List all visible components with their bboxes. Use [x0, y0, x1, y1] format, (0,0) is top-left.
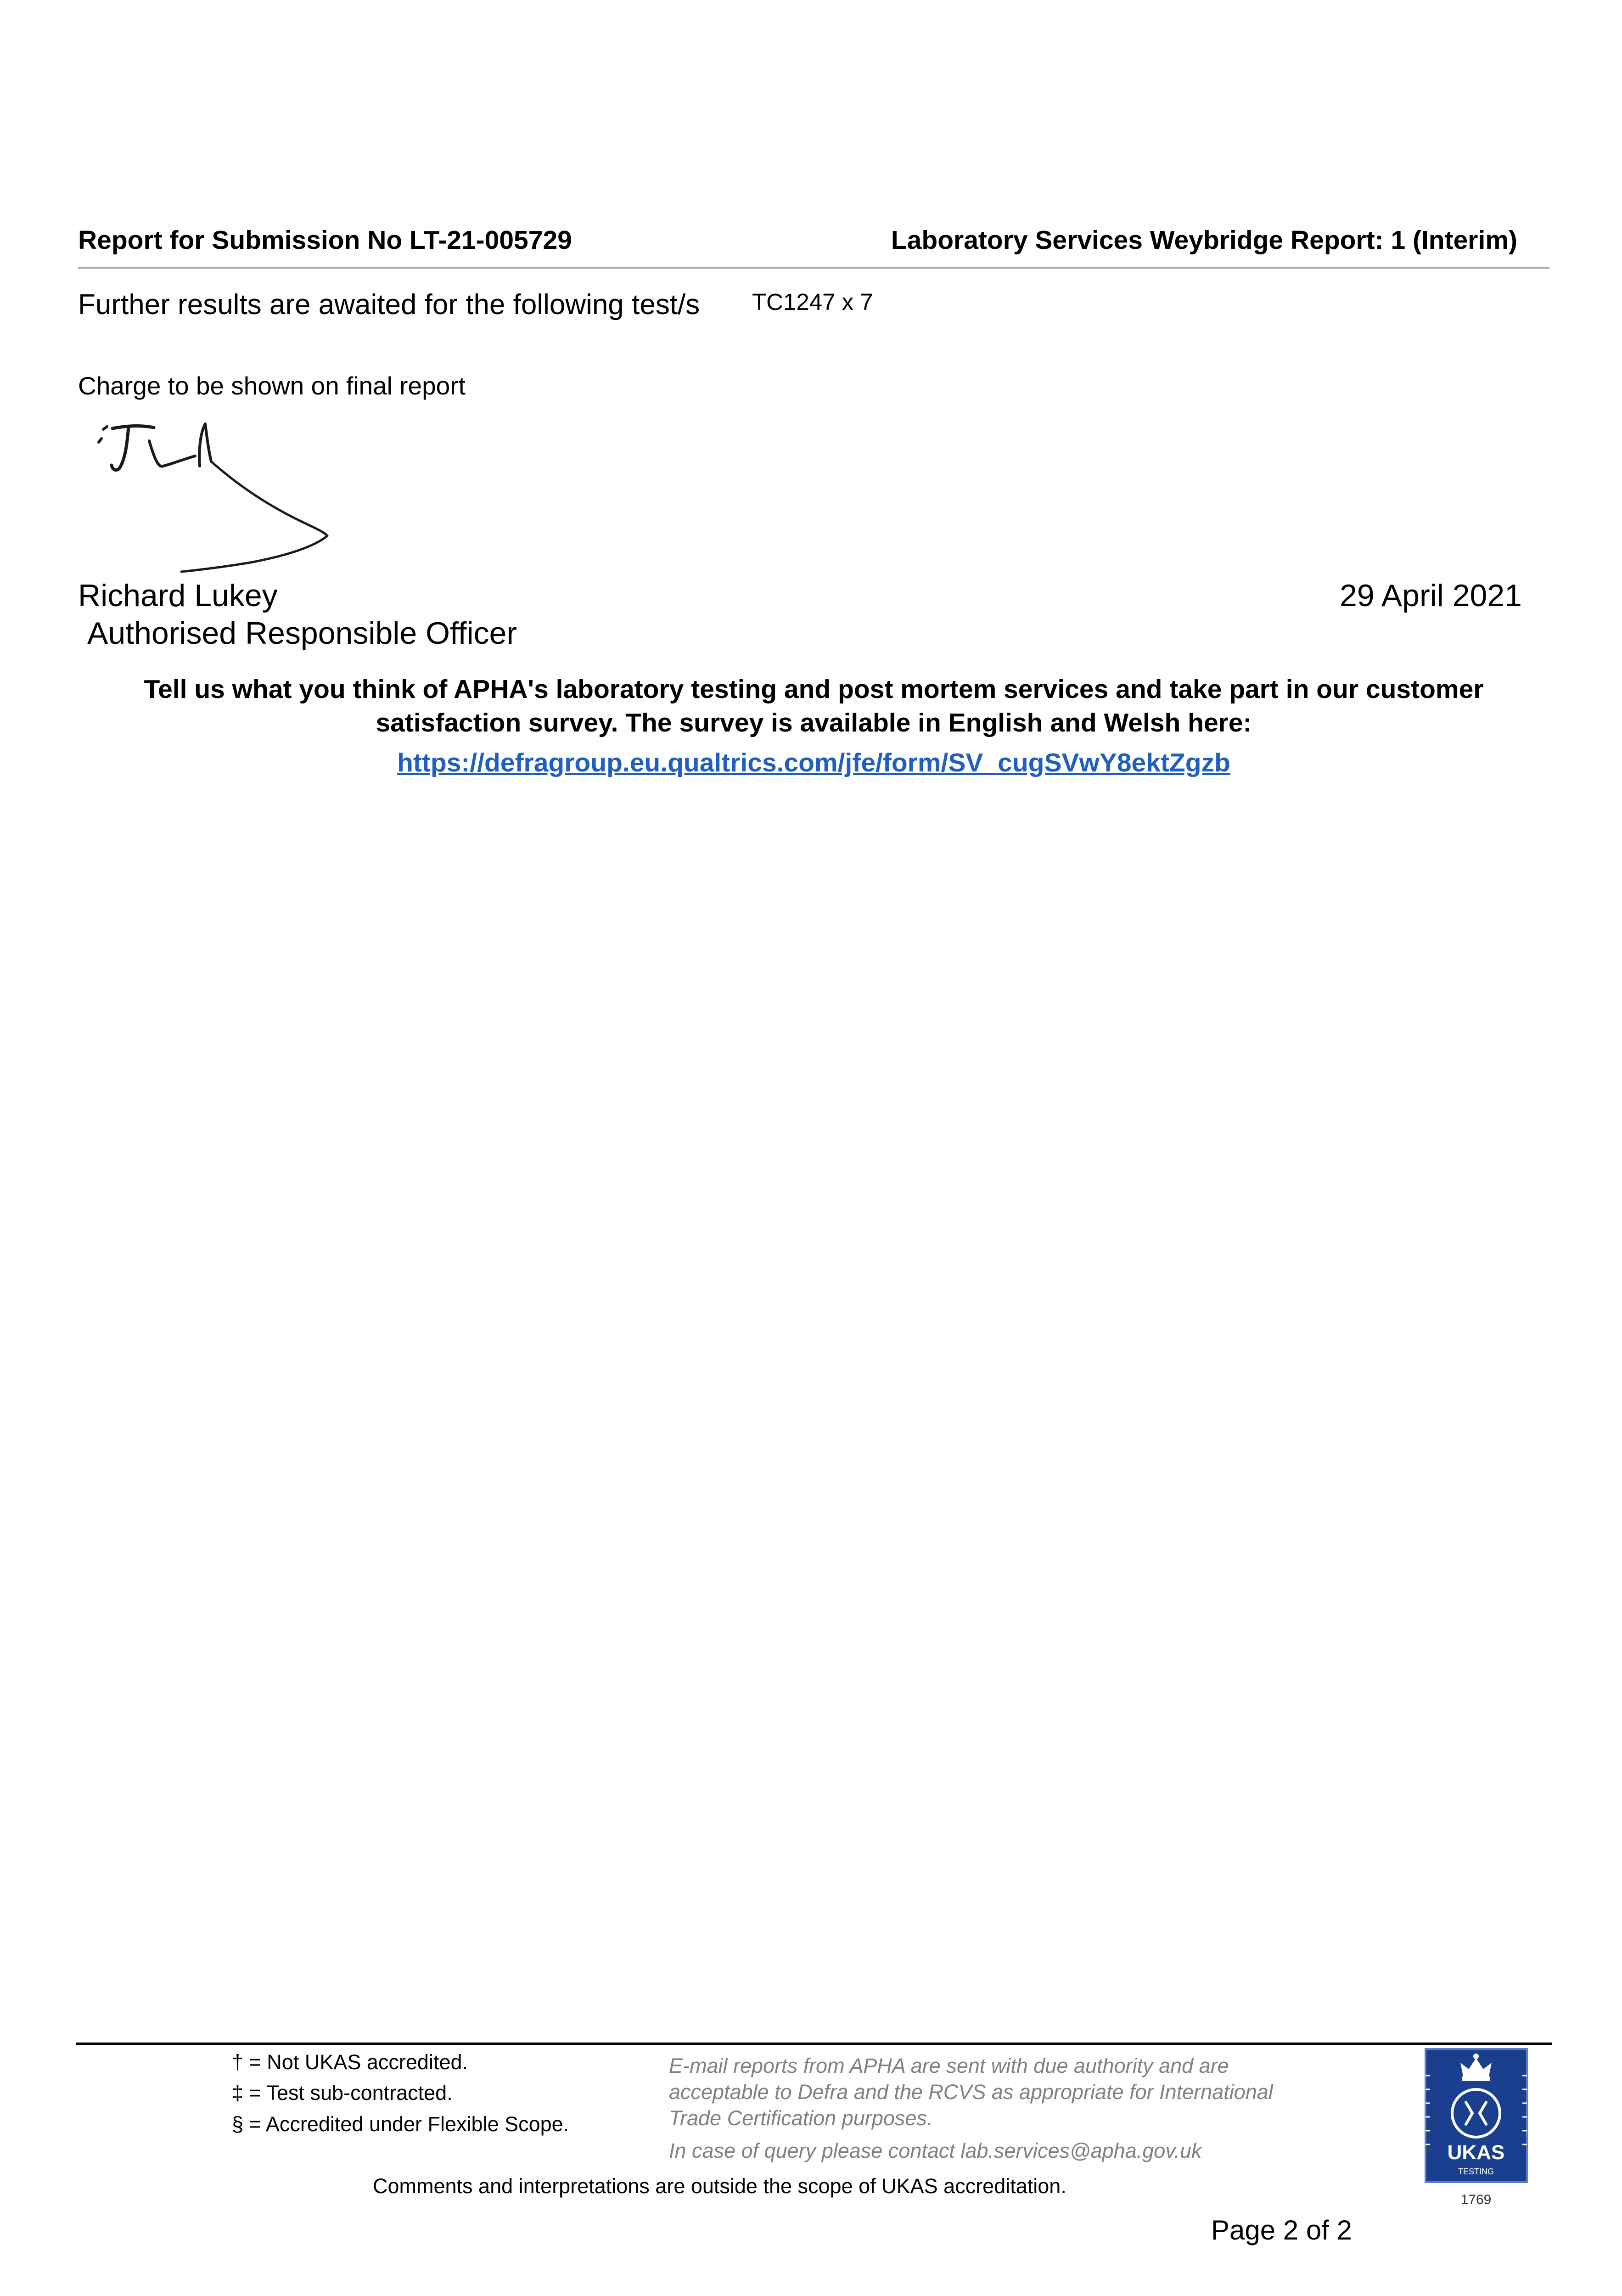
signer-name: Richard Lukey: [78, 578, 278, 613]
survey-line-2: satisfaction survey. The survey is available in English and Welsh here:: [376, 708, 1252, 737]
page-number: Page 2 of 2: [1211, 2215, 1352, 2245]
report-date: 29 April 2021: [1340, 578, 1522, 613]
survey-line-1: Tell us what you think of APHA's laboratory testing and post mortem services and take part in our customer: [144, 675, 1484, 704]
email-disclaimer: [669, 2053, 1358, 2164]
signer-role: Authorised Responsible Officer: [87, 616, 517, 651]
key-sub-contracted: ‡ = Test sub-contracted.: [232, 2081, 453, 2105]
header-divider: [78, 267, 1549, 269]
ukas-scope-note: Comments and interpretations are outside the scope of UKAS accreditation.: [373, 2174, 1066, 2198]
email-disclaimer-line: Trade Certification purposes.: [669, 2106, 933, 2130]
ukas-logo-subtext: TESTING: [1458, 2167, 1494, 2176]
survey-link[interactable]: https://defragroup.eu.qualtrics.com/jfe/form/SV_cugSVwY8ektZgzb: [397, 748, 1230, 777]
handwritten-signature: [85, 416, 342, 576]
survey-notice: [78, 673, 1549, 780]
report-lab-title: Laboratory Services Weybridge Report: 1 (Interim): [891, 225, 1517, 255]
report-submission-title: Report for Submission No LT-21-005729: [78, 225, 572, 255]
email-disclaimer-line: acceptable to Defra and the RCVS as appropriate for International: [669, 2080, 1273, 2104]
query-contact: In case of query please contact lab.services@apha.gov.uk: [669, 2139, 1202, 2162]
key-flexible-scope: § = Accredited under Flexible Scope.: [232, 2112, 569, 2136]
ukas-logo-number: 1769: [1460, 2192, 1492, 2207]
email-disclaimer-line: E-mail reports from APHA are sent with due authority and are: [669, 2054, 1229, 2077]
ukas-logo-text: UKAS: [1447, 2141, 1505, 2164]
key-not-accredited: † = Not UKAS accredited.: [232, 2050, 468, 2074]
footer-divider: [76, 2043, 1552, 2045]
pending-test-code: TC1247 x 7: [752, 289, 873, 315]
ukas-testing-logo: [1425, 2048, 1528, 2211]
charge-note: Charge to be shown on final report: [78, 371, 466, 400]
further-results-text: Further results are awaited for the following test/s: [78, 289, 700, 321]
